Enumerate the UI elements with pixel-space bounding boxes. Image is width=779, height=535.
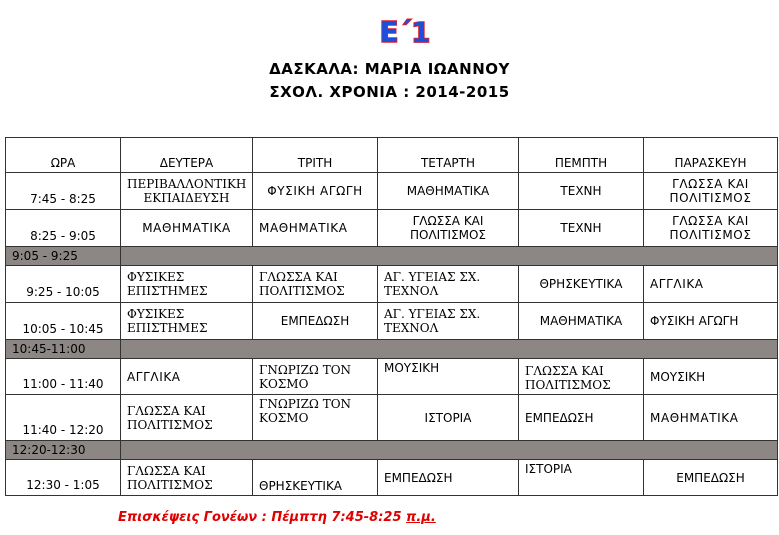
lesson-cell: ΙΣΤΟΡΙΑ xyxy=(378,395,519,441)
lesson-cell: ΕΜΠΕΔΩΣΗ xyxy=(644,460,778,496)
timetable-row xyxy=(6,210,778,247)
lesson-cell: ΦΥΣΙΚΗ ΑΓΩΓΗ xyxy=(253,173,378,210)
lesson-cell: ΕΜΠΕΔΩΣΗ xyxy=(378,460,519,496)
lesson-cell: ΦΥΣΙΚΕΣ ΕΠΙΣΤΗΜΕΣ xyxy=(121,303,253,340)
break-row xyxy=(6,441,778,460)
timetable xyxy=(5,137,778,496)
lesson-cell: ΑΓ. ΥΓΕΙΑΣ ΣΧ. ΤΕΧΝΟΛ xyxy=(378,303,519,340)
lesson-cell: ΕΜΠΕΔΩΣΗ xyxy=(253,303,378,340)
timetable-row xyxy=(6,303,778,340)
lesson-cell: ΓΛΩΣΣΑ ΚΑΙ ΠΟΛΙΤΙΣΜΟΣ xyxy=(121,395,253,441)
class-logo xyxy=(379,14,431,49)
break-time: 12:20-12:30 xyxy=(6,441,121,460)
lesson-cell: ΑΓΓΛΙΚΑ xyxy=(121,359,253,395)
break-band xyxy=(121,441,778,460)
period-time: 9:25 - 10:05 xyxy=(6,266,121,303)
col-header-thursday: ΠΕΜΠΤΗ xyxy=(519,138,644,173)
lesson-cell: ΤΕΧΝΗ xyxy=(519,173,644,210)
col-header-wednesday: ΤΕΤΑΡΤΗ xyxy=(378,138,519,173)
lesson-cell: ΜΑΘΗΜΑΤΙΚΑ xyxy=(121,210,253,247)
lesson-cell: ΦΥΣΙΚΗ ΑΓΩΓΗ xyxy=(644,303,778,340)
lesson-cell: ΑΓΓΛΙΚΑ xyxy=(644,266,778,303)
lesson-cell: ΓΛΩΣΣΑ ΚΑΙ ΠΟΛΙΤΙΣΜΟΣ xyxy=(253,266,378,303)
lesson-cell: ΘΡΗΣΚΕΥΤΙΚΑ xyxy=(519,266,644,303)
break-time: 9:05 - 9:25 xyxy=(6,247,121,266)
lesson-cell: ΜΑΘΗΜΑΤΙΚΑ xyxy=(519,303,644,340)
break-row xyxy=(6,247,778,266)
break-time: 10:45-11:00 xyxy=(6,340,121,359)
lesson-cell: ΠΕΡΙΒΑΛΛΟΝΤΙΚΗ ΕΚΠΑΙΔΕΥΣΗ xyxy=(121,173,253,210)
break-band xyxy=(121,340,778,359)
timetable-row xyxy=(6,266,778,303)
col-header-friday: ΠΑΡΑΣΚΕΥΗ xyxy=(644,138,778,173)
break-row xyxy=(6,340,778,359)
break-band xyxy=(121,247,778,266)
lesson-cell: ΓΛΩΣΣΑ ΚΑΙ ΠΟΛΙΤΙΣΜΟΣ xyxy=(644,173,778,210)
col-header-tuesday: ΤΡΙΤΗ xyxy=(253,138,378,173)
lesson-cell: ΑΓ. ΥΓΕΙΑΣ ΣΧ. ΤΕΧΝΟΛ xyxy=(378,266,519,303)
lesson-cell: ΜΑΘΗΜΑΤΙΚΑ xyxy=(253,210,378,247)
period-time: 12:30 - 1:05 xyxy=(6,460,121,496)
period-time: 11:40 - 12:20 xyxy=(6,395,121,441)
parent-visits-suffix: π.μ. xyxy=(406,510,436,525)
lesson-cell: ΙΣΤΟΡΙΑ xyxy=(519,460,644,496)
parent-visits-note xyxy=(118,510,436,525)
lesson-cell: ΓΛΩΣΣΑ ΚΑΙ ΠΟΛΙΤΙΣΜΟΣ xyxy=(644,210,778,247)
col-header-monday: ΔΕΥΤΕΡΑ xyxy=(121,138,253,173)
teacher-name: ΔΑΣΚΑΛΑ: ΜΑΡΙΑ ΙΩΑΝΝΟΥ xyxy=(269,60,510,78)
class-logo-text: Ε΄1 xyxy=(379,16,431,49)
lesson-cell: ΤΕΧΝΗ xyxy=(519,210,644,247)
col-header-time: ΩΡΑ xyxy=(6,138,121,173)
timetable-header-row xyxy=(6,138,778,173)
period-time: 7:45 - 8:25 xyxy=(6,173,121,210)
lesson-cell: ΜΟΥΣΙΚΗ xyxy=(644,359,778,395)
lesson-cell: ΜΑΘΗΜΑΤΙΚΑ xyxy=(378,173,519,210)
period-time: 10:05 - 10:45 xyxy=(6,303,121,340)
lesson-cell: ΜΑΘΗΜΑΤΙΚΑ xyxy=(644,395,778,441)
lesson-cell: ΕΜΠΕΔΩΣΗ xyxy=(519,395,644,441)
lesson-cell: ΜΟΥΣΙΚΗ xyxy=(378,359,519,395)
lesson-cell: ΓΝΩΡΙΖΩ ΤΟΝ ΚΟΣΜΟ xyxy=(253,359,378,395)
timetable-row xyxy=(6,395,778,441)
period-time: 8:25 - 9:05 xyxy=(6,210,121,247)
timetable-row xyxy=(6,359,778,395)
lesson-cell: ΓΛΩΣΣΑ ΚΑΙ ΠΟΛΙΤΙΣΜΟΣ xyxy=(378,210,519,247)
lesson-cell: ΓΛΩΣΣΑ ΚΑΙ ΠΟΛΙΤΙΣΜΟΣ xyxy=(519,359,644,395)
lesson-cell: ΦΥΣΙΚΕΣ ΕΠΙΣΤΗΜΕΣ xyxy=(121,266,253,303)
lesson-cell: ΓΛΩΣΣΑ ΚΑΙ ΠΟΛΙΤΙΣΜΟΣ xyxy=(121,460,253,496)
period-time: 11:00 - 11:40 xyxy=(6,359,121,395)
timetable-row xyxy=(6,173,778,210)
lesson-cell: ΓΝΩΡΙΖΩ ΤΟΝ ΚΟΣΜΟ xyxy=(253,395,378,441)
lesson-cell: ΘΡΗΣΚΕΥΤΙΚΑ xyxy=(253,460,378,496)
timetable-row xyxy=(6,460,778,496)
parent-visits-text: Επισκέψεις Γονέων : Πέμπτη 7:45-8:25 xyxy=(118,510,407,525)
school-year: ΣΧΟΛ. ΧΡΟΝΙΑ : 2014-2015 xyxy=(269,83,510,101)
